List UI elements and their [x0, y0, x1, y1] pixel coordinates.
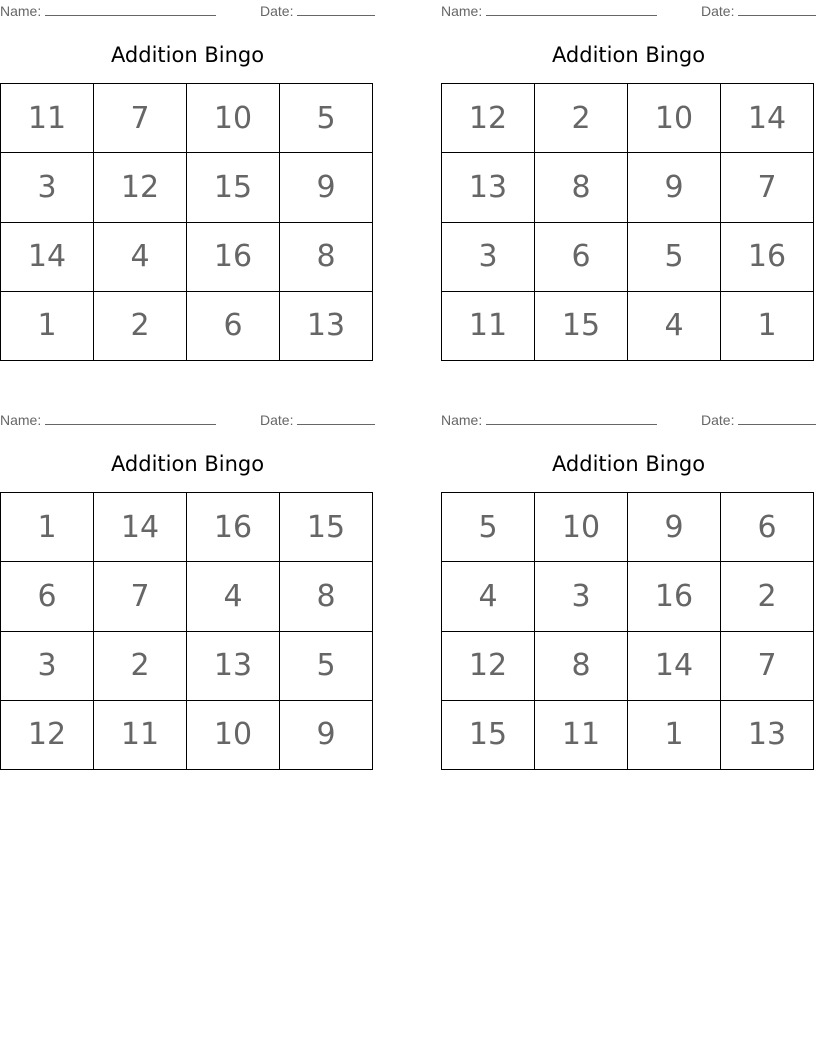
bingo-cell: 3 — [535, 562, 628, 631]
name-blank-line — [45, 2, 216, 16]
bingo-cell: 9 — [280, 700, 373, 769]
card-title: Addition Bingo — [551, 43, 706, 67]
bingo-cell: 4 — [628, 291, 721, 360]
bingo-cell: 6 — [187, 291, 280, 360]
bingo-cell: 4 — [187, 562, 280, 631]
card-title: Addition Bingo — [551, 452, 706, 476]
bingo-row — [1, 700, 373, 769]
name-blank-line — [486, 411, 657, 425]
name-field — [441, 2, 657, 19]
bingo-row — [1, 493, 373, 562]
bingo-cell: 9 — [628, 153, 721, 222]
bingo-cell: 7 — [94, 84, 187, 153]
bingo-cell: 12 — [94, 153, 187, 222]
bingo-cell: 6 — [535, 222, 628, 291]
bingo-cell: 11 — [1, 84, 94, 153]
bingo-row — [442, 631, 814, 700]
bingo-cell: 8 — [280, 562, 373, 631]
bingo-cell: 13 — [280, 291, 373, 360]
bingo-grid — [441, 492, 814, 770]
bingo-grid — [441, 83, 814, 361]
bingo-cell: 2 — [94, 291, 187, 360]
bingo-cell: 6 — [721, 493, 814, 562]
date-blank-line — [738, 411, 816, 425]
bingo-cell: 1 — [628, 700, 721, 769]
bingo-cell: 8 — [535, 153, 628, 222]
bingo-cell: 9 — [628, 493, 721, 562]
bingo-cell: 12 — [1, 700, 94, 769]
bingo-row — [1, 291, 373, 360]
bingo-cell: 11 — [535, 700, 628, 769]
name-field — [0, 411, 216, 428]
bingo-row — [442, 493, 814, 562]
bingo-cell: 1 — [1, 291, 94, 360]
bingo-cell: 5 — [280, 631, 373, 700]
bingo-cell: 3 — [1, 153, 94, 222]
card-title: Addition Bingo — [110, 452, 265, 476]
bingo-cell: 10 — [628, 84, 721, 153]
bingo-row — [1, 84, 373, 153]
bingo-cell: 14 — [1, 222, 94, 291]
bingo-cell: 11 — [94, 700, 187, 769]
bingo-cell: 7 — [721, 631, 814, 700]
card-header — [0, 409, 375, 429]
bingo-cell: 12 — [442, 631, 535, 700]
bingo-cell: 8 — [280, 222, 373, 291]
bingo-cell: 13 — [187, 631, 280, 700]
date-label: Date: — [260, 3, 294, 19]
bingo-cell: 6 — [1, 562, 94, 631]
card-title: Addition Bingo — [110, 43, 265, 67]
bingo-cell: 12 — [442, 84, 535, 153]
date-field — [260, 411, 375, 428]
bingo-grid — [0, 83, 373, 361]
bingo-cell: 2 — [535, 84, 628, 153]
date-blank-line — [297, 2, 375, 16]
bingo-row — [1, 222, 373, 291]
bingo-cell: 4 — [94, 222, 187, 291]
bingo-cell: 13 — [442, 153, 535, 222]
bingo-cell: 10 — [535, 493, 628, 562]
bingo-cell: 15 — [280, 493, 373, 562]
bingo-cell: 5 — [628, 222, 721, 291]
bingo-cell: 15 — [442, 700, 535, 769]
bingo-cell: 16 — [187, 222, 280, 291]
bingo-row — [1, 562, 373, 631]
name-blank-line — [45, 411, 216, 425]
bingo-cell: 4 — [442, 562, 535, 631]
card-header — [441, 409, 816, 429]
bingo-row — [442, 562, 814, 631]
name-field — [0, 2, 216, 19]
bingo-row — [442, 700, 814, 769]
date-label: Date: — [701, 3, 735, 19]
date-field — [701, 411, 816, 428]
date-blank-line — [738, 2, 816, 16]
bingo-cell: 14 — [94, 493, 187, 562]
bingo-cell: 16 — [628, 562, 721, 631]
name-label: Name: — [441, 412, 483, 428]
name-label: Name: — [0, 412, 42, 428]
bingo-cell: 15 — [535, 291, 628, 360]
name-field — [441, 411, 657, 428]
date-field — [260, 2, 375, 19]
bingo-cell: 13 — [721, 700, 814, 769]
bingo-cell: 7 — [721, 153, 814, 222]
bingo-row — [1, 153, 373, 222]
bingo-cell: 1 — [721, 291, 814, 360]
bingo-cell: 10 — [187, 700, 280, 769]
bingo-cell: 11 — [442, 291, 535, 360]
bingo-cell: 14 — [721, 84, 814, 153]
bingo-cell: 2 — [721, 562, 814, 631]
bingo-row — [1, 631, 373, 700]
card-header — [441, 0, 816, 20]
bingo-grid — [0, 492, 373, 770]
date-blank-line — [297, 411, 375, 425]
name-label: Name: — [0, 3, 42, 19]
bingo-cell: 5 — [442, 493, 535, 562]
bingo-cell: 16 — [187, 493, 280, 562]
date-field — [701, 2, 816, 19]
bingo-cell: 5 — [280, 84, 373, 153]
bingo-cell: 9 — [280, 153, 373, 222]
bingo-row — [442, 291, 814, 360]
bingo-cell: 3 — [1, 631, 94, 700]
bingo-cell: 15 — [187, 153, 280, 222]
date-label: Date: — [701, 412, 735, 428]
name-label: Name: — [441, 3, 483, 19]
bingo-row — [442, 84, 814, 153]
bingo-cell: 14 — [628, 631, 721, 700]
date-label: Date: — [260, 412, 294, 428]
bingo-cell: 8 — [535, 631, 628, 700]
bingo-cell: 7 — [94, 562, 187, 631]
bingo-cell: 3 — [442, 222, 535, 291]
bingo-cell: 16 — [721, 222, 814, 291]
bingo-cell: 10 — [187, 84, 280, 153]
name-blank-line — [486, 2, 657, 16]
bingo-cell: 2 — [94, 631, 187, 700]
bingo-cell: 1 — [1, 493, 94, 562]
bingo-row — [442, 153, 814, 222]
bingo-row — [442, 222, 814, 291]
card-header — [0, 0, 375, 20]
